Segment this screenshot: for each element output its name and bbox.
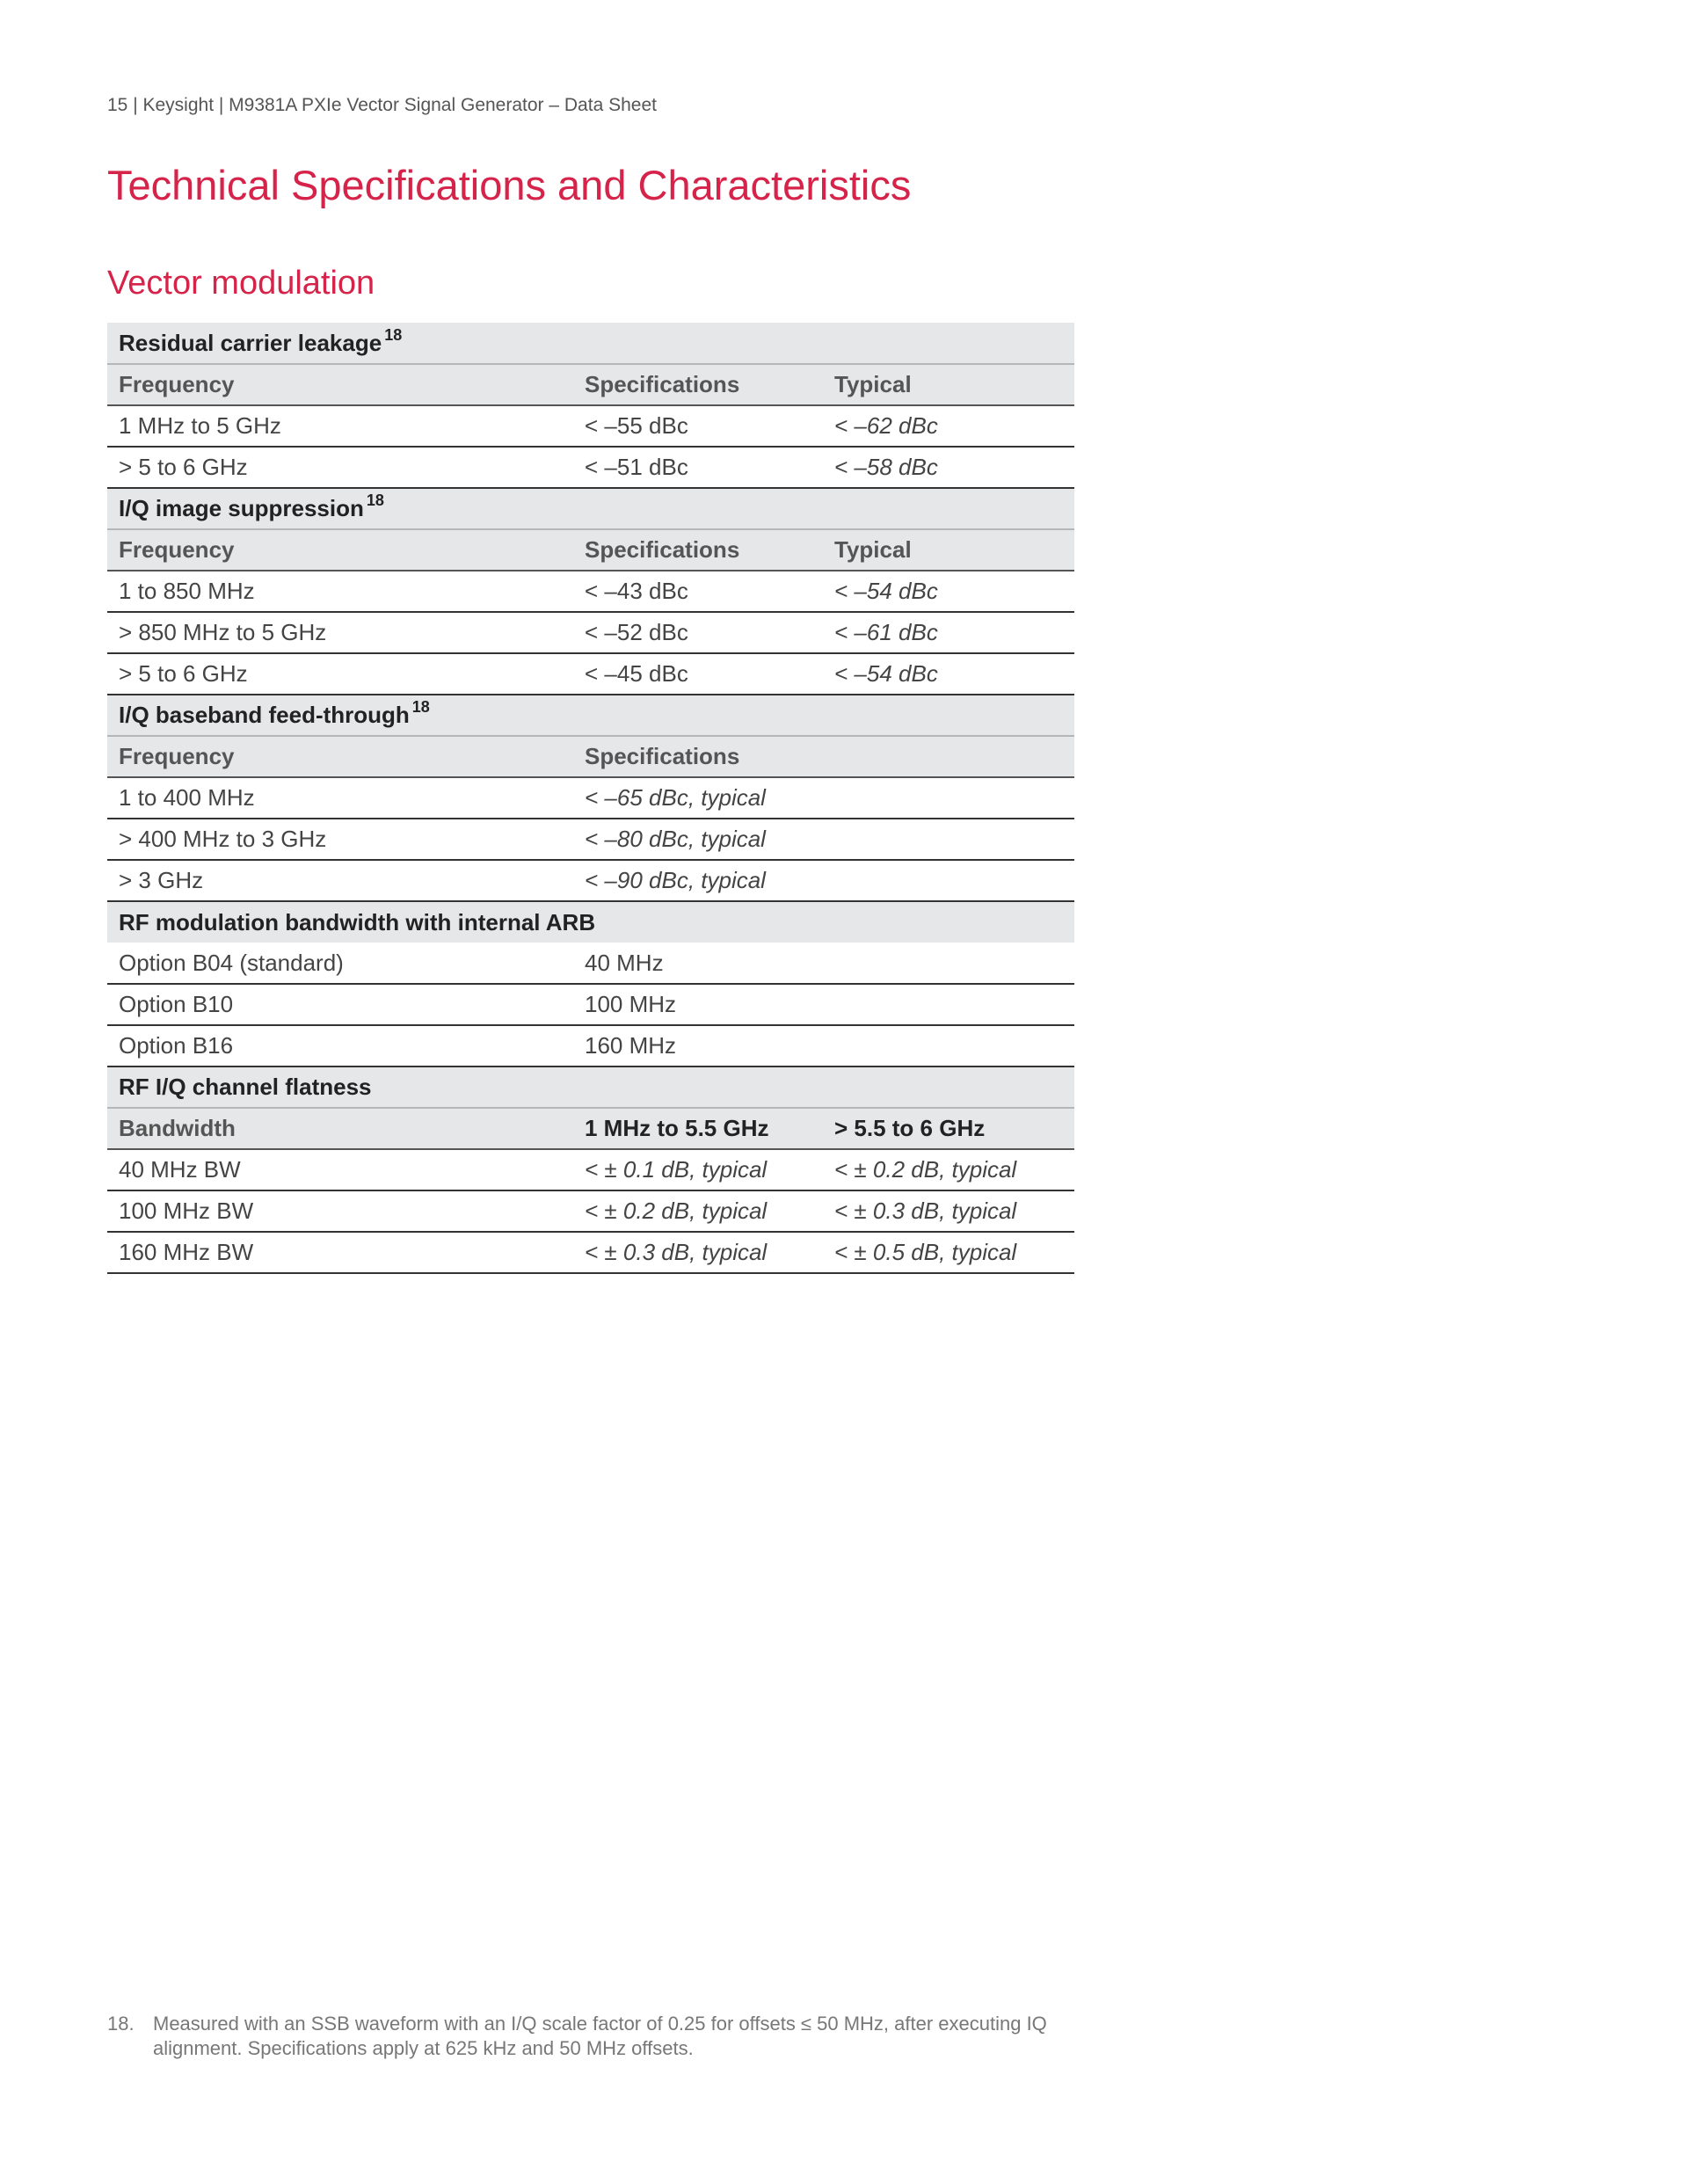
table-row (107, 1190, 1074, 1232)
column-header-row (107, 529, 1074, 571)
table-cell: Option B04 (standard) (107, 943, 573, 984)
table-cell: < –43 dBc (573, 571, 823, 612)
table-cell: 160 MHz BW (107, 1232, 573, 1273)
table-cell: < –51 dBc (573, 447, 823, 488)
table-cell: > 5 to 6 GHz (107, 447, 573, 488)
table-cell: > 850 MHz to 5 GHz (107, 612, 573, 653)
column-header: Typical (823, 364, 1074, 405)
group-title: RF modulation bandwidth with internal ARB (107, 901, 1074, 943)
table-cell: 100 MHz (573, 984, 1074, 1025)
group-title: I/Q image suppression $^{18}$ (107, 488, 1074, 529)
table-cell: < ± 0.3 dB, typical (573, 1232, 823, 1273)
group-title: RF I/Q channel flatness (107, 1067, 1074, 1108)
table-cell: < –54 dBc (823, 653, 1074, 695)
table-row (107, 1025, 1074, 1067)
group-header-row (107, 323, 1074, 364)
table-row (107, 1232, 1074, 1273)
table-cell: < –55 dBc (573, 405, 823, 447)
table-row (107, 984, 1074, 1025)
table-cell: 1 MHz to 5 GHz (107, 405, 573, 447)
table-cell: 100 MHz BW (107, 1190, 573, 1232)
table-row (107, 571, 1074, 612)
table-cell: < –45 dBc (573, 653, 823, 695)
column-header-row (107, 736, 1074, 777)
table-cell: < –62 dBc (823, 405, 1074, 447)
group-header-row (107, 695, 1074, 736)
table-cell: Option B16 (107, 1025, 573, 1067)
column-header: Frequency (107, 364, 573, 405)
column-header: > 5.5 to 6 GHz (823, 1108, 1074, 1149)
table-cell: < –61 dBc (823, 612, 1074, 653)
table-row (107, 653, 1074, 695)
column-header: Specifications (573, 364, 823, 405)
table-cell: < –90 dBc, typical (573, 860, 1074, 901)
table-cell: > 3 GHz (107, 860, 573, 901)
table-cell: < ± 0.2 dB, typical (823, 1149, 1074, 1190)
group-title: Residual carrier leakage $^{18}$ (107, 323, 1074, 364)
table-cell: 160 MHz (573, 1025, 1074, 1067)
group-title: I/Q baseband feed-through $^{18}$ (107, 695, 1074, 736)
table-row (107, 1149, 1074, 1190)
table-row (107, 860, 1074, 901)
table-row (107, 612, 1074, 653)
table-cell: < ± 0.1 dB, typical (573, 1149, 823, 1190)
table-cell: < ± 0.2 dB, typical (573, 1190, 823, 1232)
vector-modulation-table (107, 323, 1074, 1274)
footnote-ref: 18 (366, 491, 384, 509)
group-header-row (107, 488, 1074, 529)
column-header-row (107, 1108, 1074, 1149)
table-row (107, 943, 1074, 984)
table-cell: 1 to 400 MHz (107, 777, 573, 819)
table-row (107, 777, 1074, 819)
table-cell: < –65 dBc, typical (573, 777, 1074, 819)
footnote-number: 18. (107, 2013, 135, 2035)
table-cell: < –52 dBc (573, 612, 823, 653)
column-header: Frequency (107, 736, 573, 777)
table-cell: 40 MHz BW (107, 1149, 573, 1190)
table-row (107, 405, 1074, 447)
column-header-row (107, 364, 1074, 405)
column-header: Specifications (573, 736, 1074, 777)
table-cell: < ± 0.3 dB, typical (823, 1190, 1074, 1232)
footnote-ref: 18 (384, 325, 403, 344)
column-header: Bandwidth (107, 1108, 573, 1149)
footnote (107, 2012, 1110, 2061)
table-cell: Option B10 (107, 984, 573, 1025)
running-header: 15 | Keysight | M9381A PXIe Vector Signal Generator – Data Sheet (107, 95, 657, 115)
group-header-row (107, 1067, 1074, 1108)
group-header-row (107, 901, 1074, 943)
table-cell: < –80 dBc, typical (573, 819, 1074, 860)
table-cell: > 400 MHz to 3 GHz (107, 819, 573, 860)
footnote-ref: 18 (411, 698, 430, 716)
column-header: Specifications (573, 529, 823, 571)
column-header: Typical (823, 529, 1074, 571)
column-header: Frequency (107, 529, 573, 571)
table-cell: < –54 dBc (823, 571, 1074, 612)
footnote-text: Measured with an SSB waveform with an I/Q scale factor of 0.25 for offsets ≤ 50 MHz, after executing IQ alignment. Specifications apply at 625 kHz and 50 MHz offsets. (153, 2013, 1047, 2059)
table-row (107, 819, 1074, 860)
column-header: 1 MHz to 5.5 GHz (573, 1108, 823, 1149)
table-cell: < –58 dBc (823, 447, 1074, 488)
table-cell: > 5 to 6 GHz (107, 653, 573, 695)
table-row (107, 447, 1074, 488)
page-title: Technical Specifications and Characteristics (107, 162, 912, 208)
table-cell: < ± 0.5 dB, typical (823, 1232, 1074, 1273)
table-cell: 1 to 850 MHz (107, 571, 573, 612)
section-title: Vector modulation (107, 265, 375, 302)
table-cell: 40 MHz (573, 943, 1074, 984)
